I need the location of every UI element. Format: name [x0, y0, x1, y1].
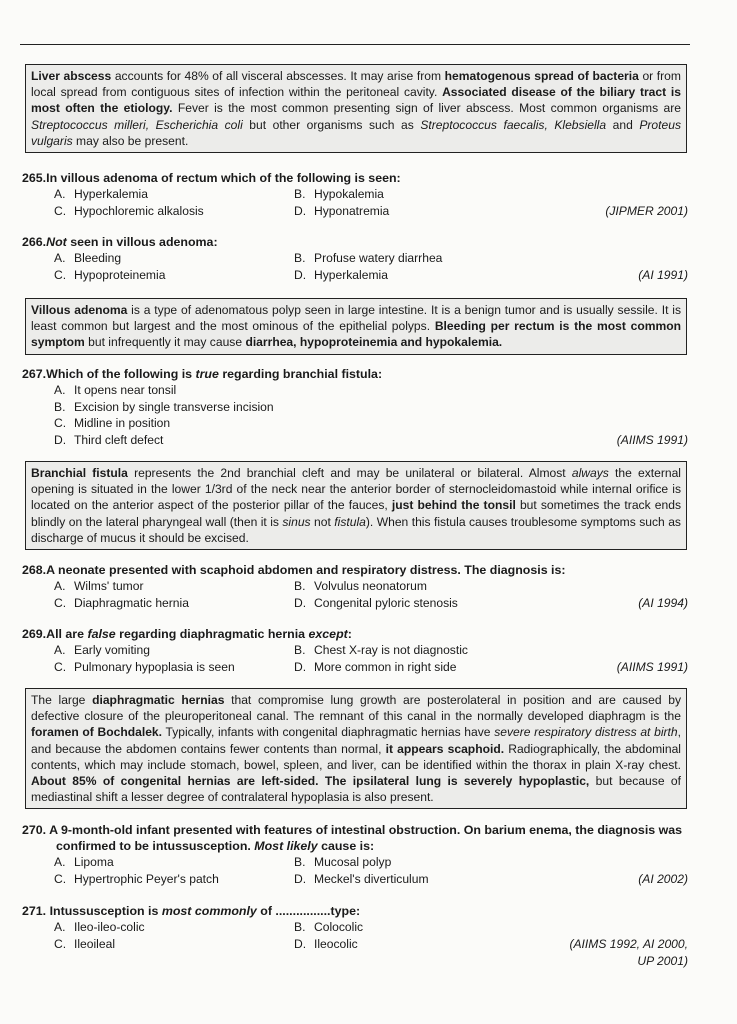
italic-text: false [87, 627, 116, 641]
question-number: 266. [22, 235, 47, 249]
option-b[interactable]: B. Colocolic [294, 920, 364, 934]
option-c[interactable]: C. Pulmonary hypoplasia is seen [54, 660, 235, 674]
options [54, 854, 694, 888]
question-266 [22, 234, 694, 284]
options [54, 578, 694, 612]
option-d[interactable]: D. Meckel's diverticulum [294, 872, 429, 886]
text-run: : [347, 627, 352, 641]
option-d[interactable]: D. More common in right side [294, 660, 457, 674]
question-source: (AI 1994) [638, 596, 688, 610]
option-b[interactable]: B. Hypokalemia [294, 187, 384, 201]
question-270 [22, 822, 694, 888]
question-source: (AI 1991) [638, 268, 688, 282]
italic-text: fistula [334, 514, 366, 529]
text-run: of ................type: [256, 904, 361, 918]
italic-text: sinus [282, 514, 311, 529]
question-number: 267. [22, 367, 47, 381]
bold-text: hematogenous spread of bacteria [444, 69, 639, 83]
text-run: In villous adenoma of rectum which of the following is seen: [46, 171, 401, 185]
option-d[interactable]: D. Hyponatremia [294, 204, 390, 218]
text-run: or from local spread from contiguous sites of infection within the peritoneal cavity. [31, 69, 681, 100]
option-c[interactable]: C. Hypoproteinemia [54, 268, 166, 282]
option-b[interactable]: B. Excision by single transverse incision [54, 399, 274, 414]
option-a[interactable]: A. Early vomiting [54, 643, 150, 657]
italic-text: except [308, 627, 348, 641]
option-b[interactable]: B. Volvulus neonatorum [294, 579, 427, 593]
text-run: Which of the following is [46, 367, 196, 381]
options [54, 642, 694, 676]
option-a[interactable]: A. Wilms' tumor [54, 579, 144, 593]
bold-text: Liver abscess [31, 69, 112, 83]
explanation-text [31, 692, 681, 805]
text-run: A 9-month-old infant presented with features of intestinal obstruction. On barium enema, the diagnosis was confirmed to be intussusception. [49, 823, 683, 853]
explanation-text [31, 68, 681, 149]
bold-text: diaphragmatic hernias [92, 693, 225, 707]
question-267 [22, 366, 694, 448]
text-run: Typically, infants with congenital diaphragmatic hernias have [162, 725, 495, 740]
question-text [22, 366, 694, 382]
bold-text: Bleeding per rectum is the most common symptom [31, 319, 681, 350]
text-run: not [310, 514, 335, 529]
option-a[interactable]: A. Bleeding [54, 251, 122, 265]
question-number: 271. [22, 904, 47, 918]
option-a[interactable]: A. Lipoma [54, 855, 114, 869]
text-run: and [606, 117, 640, 132]
text-run: Radiographically, the abdominal contents, which may include stomach, bowel, spleen, and liver, can be identified within the thorax in plain X-ray chest. [31, 741, 681, 772]
explanation-box-villous-adenoma [25, 298, 687, 355]
italic-text: Most likely [254, 839, 318, 853]
text-run: seen in villous adenoma: [66, 235, 218, 249]
text-run: but other organisms such as [242, 117, 421, 132]
text-run: the external opening is situated in the lower 1/3rd of the neck near the anterior border of sternocleidomastoid while internal orifice is located on the anterior aspect of the posterior pillar of the fauces, [31, 466, 681, 513]
option-a[interactable]: A. It opens near tonsil [54, 383, 177, 397]
option-c[interactable]: C. Hypochloremic alkalosis [54, 204, 204, 218]
option-d[interactable]: D. Ileocolic [294, 937, 358, 951]
text-run: The large [31, 693, 93, 707]
options [54, 919, 694, 968]
options [54, 382, 694, 448]
text-run: Fever is the most common presenting sign of liver abscess. Most common organisms are [172, 101, 681, 116]
text-run: All are [46, 627, 88, 641]
italic-text: Not [46, 235, 67, 249]
question-source: (AIIMS 1991) [616, 432, 688, 447]
question-number: 270. [22, 823, 47, 837]
question-268 [22, 562, 694, 612]
option-d[interactable]: D. Hyperkalemia [294, 268, 388, 282]
explanation-text [31, 302, 681, 351]
text-run: but infrequently it may cause [84, 335, 246, 350]
explanation-text [31, 465, 681, 546]
bold-text: it appears scaphoid. [385, 741, 505, 756]
question-text [22, 822, 694, 854]
options [54, 186, 694, 220]
option-b[interactable]: B. Profuse watery diarrhea [294, 251, 443, 265]
question-number: 268. [22, 563, 47, 577]
text-run: regarding branchial fistula: [218, 367, 383, 381]
question-text [22, 170, 694, 186]
text-run: is a type of adenomatous polyp seen in large intestine. It is a benign tumor and is usually sessile. It is least common but largest and the most ominous of the epithelial polyps. [31, 303, 681, 334]
question-text [22, 562, 694, 578]
option-b[interactable]: B. Chest X-ray is not diagnostic [294, 643, 468, 657]
bold-text: foramen of Bochdalek. [31, 725, 163, 740]
question-269 [22, 626, 694, 676]
bold-text: About 85% of congenital hernias are left-sided. The ipsilateral lung is severely hypoplastic, [31, 774, 590, 789]
question-source: (JIPMER 2001) [605, 204, 688, 218]
option-c[interactable]: C. Diaphragmatic hernia [54, 596, 189, 610]
text-run: ). When this fistula causes troublesome symptoms such as discharge of mucus it should be excised. [31, 514, 681, 545]
text-run: accounts for 48% of all visceral abscesses. It may arise from [111, 69, 445, 83]
italic-text: severe respiratory distress at birth [494, 725, 678, 740]
question-text [22, 626, 694, 642]
bold-text: Associated disease of the biliary tract is most often the etiology. [31, 85, 681, 116]
bold-text: Branchial fistula [31, 466, 128, 480]
question-number: 265. [22, 171, 47, 185]
bold-text: Villous adenoma [31, 303, 128, 317]
text-run: A neonate presented with scaphoid abdomen and respiratory distress. The diagnosis is: [46, 563, 566, 577]
italic-text: Streptococcus faecalis, Klebsiella [420, 117, 607, 132]
option-c[interactable]: C. Ileoileal [54, 937, 116, 951]
text-run: that compromise lung growth are posterolateral in position and are caused by defective closure of the pleuroperitoneal canal. The remnant of this canal in the normally developed diaphragm is the [31, 693, 681, 724]
explanation-box-branchial-fistula [25, 461, 687, 550]
question-text [22, 903, 694, 919]
question-265 [22, 170, 694, 220]
text-run: may also be present. [72, 133, 189, 148]
italic-text: most commonly [161, 904, 257, 918]
question-271 [22, 903, 694, 968]
question-source: (AIIMS 1992, AI 2000, UP 2001) [569, 937, 688, 968]
italic-text: Proteus vulgaris [31, 117, 681, 148]
italic-text: always [571, 466, 609, 480]
bold-text: diarrhea, hypoproteinemia and hypokalemia. [245, 335, 503, 350]
italic-text: Streptococcus milleri, Escherichia coli [31, 117, 243, 132]
bold-text: just behind the tonsil [391, 498, 516, 513]
option-a[interactable]: A. Hyperkalemia [54, 187, 148, 201]
text-run: regarding diaphragmatic hernia [115, 627, 309, 641]
question-source: (AIIMS 1991) [616, 660, 688, 674]
option-d[interactable]: D. Congenital pyloric stenosis [294, 596, 458, 610]
option-d[interactable]: D. Third cleft defect (AIIMS 1991) [54, 432, 694, 449]
text-run: but sometimes the track ends blindly on the lateral pharyngeal wall (then it is [31, 498, 681, 529]
text-run: Intussusception is [49, 904, 162, 918]
italic-text: true [195, 367, 219, 381]
question-number: 269. [22, 627, 47, 641]
option-c[interactable]: C. Hypertrophic Peyer's patch [54, 872, 219, 886]
text-run: but because of mediastinal shift a lesser degree of contralateral hypoplasia is also present. [31, 774, 682, 805]
explanation-box-liver-abscess [25, 64, 687, 153]
question-text [22, 234, 694, 250]
text-run: , and because the abdomen contains fewer contents than normal, [31, 725, 681, 756]
explanation-box-diaphragmatic-hernia [25, 688, 687, 809]
text-run: represents the 2nd branchial cleft and may be unilateral or bilateral. Almost [127, 466, 572, 480]
option-c[interactable]: C. Midline in position [54, 416, 171, 430]
text-run: cause is: [317, 839, 375, 853]
top-rule [20, 44, 690, 45]
options [54, 250, 694, 284]
option-b[interactable]: B. Mucosal polyp [294, 855, 392, 869]
option-a[interactable]: A. Ileo-ileo-colic [54, 920, 145, 934]
question-source: (AI 2002) [638, 872, 688, 886]
